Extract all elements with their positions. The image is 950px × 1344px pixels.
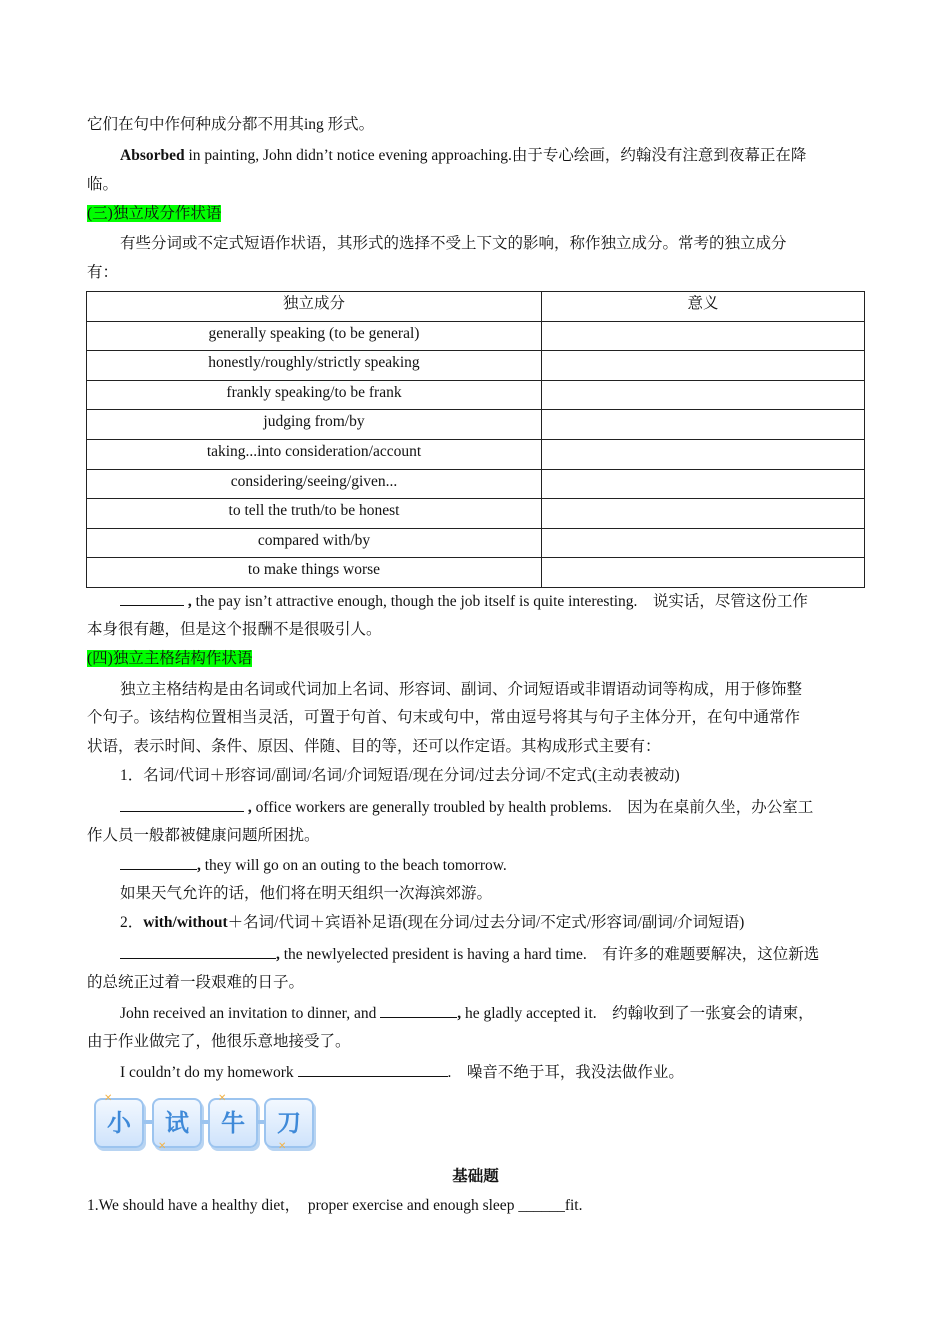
absorbed-text: in painting, John didn’t notice evening approaching.由于专心绘画，约翰没有注意到夜幕正在降 [184, 147, 807, 164]
star-icon: ✕ [158, 1141, 167, 1152]
pay-text: the pay isn’t attractive enough, though the job itself is quite interesting. 说实话，尽管这份工作 [191, 593, 808, 610]
section4-p3: 状语，表示时间、条件、原因、伴随、目的等，还可以作定语。其构成形式主要有： [87, 738, 661, 755]
table-header-row [87, 292, 865, 322]
table-cell: considering/seeing/given... [87, 469, 542, 499]
form2 [120, 913, 864, 933]
badge-char: 试 [152, 1098, 202, 1148]
form2-bold: with/without [143, 914, 228, 931]
john-example-cont: 由于作业做完了，他很乐意地接受了。 [87, 1033, 351, 1050]
form1: 1．名词/代词＋形容词/副词/名词/介词短语/现在分词/过去分词/不定式(主动表被动) [120, 767, 680, 784]
office-example-cont: 作人员一般都被健康问题所困扰。 [87, 827, 320, 844]
table-cell-meaning [542, 469, 865, 499]
section3-heading-line [87, 204, 864, 224]
basic-questions-title: 基础题 [452, 1168, 499, 1185]
section3-desc2: 有： [87, 264, 119, 281]
john-text: he gladly accepted it. 约翰收到了一张宴会的请柬， [461, 1005, 814, 1022]
star-icon: ✕ [278, 1141, 287, 1152]
star-icon: ✕ [218, 1093, 227, 1104]
absorbed-example [120, 146, 864, 166]
table-row [87, 380, 865, 410]
answer-blank[interactable] [298, 1062, 448, 1077]
section4-p2: 个句子。该结构位置相当灵活，可置于句首、句末或句中，常由逗号将其与句子主体分开，在句中通常作 [87, 709, 801, 726]
table-header-element: 独立成分 [87, 292, 542, 322]
weather-example-cont: 如果天气允许的话，他们将在明天组织一次海滨郊游。 [120, 885, 493, 902]
president-example-cont: 的总统正过着一段艰难的日子。 [87, 974, 305, 991]
table-cell: generally speaking (to be general) [87, 321, 542, 351]
table-cell: honestly/roughly/strictly speaking [87, 351, 542, 381]
answer-blank[interactable] [120, 797, 244, 812]
table-cell: frankly speaking/to be frank [87, 380, 542, 410]
comma: , [184, 593, 192, 610]
table-row [87, 410, 865, 440]
comma: , [197, 857, 201, 874]
table-cell-meaning [542, 528, 865, 558]
table-row [87, 351, 865, 381]
table-cell: compared with/by [87, 528, 542, 558]
section4-p1: 独立主格结构是由名词或代词加上名词、形容词、副词、介词短语或非谓语动词等构成，用于修饰整 [120, 681, 803, 698]
absorbed-bold: Absorbed [120, 147, 185, 164]
star-icon: ✕ [104, 1093, 113, 1104]
form2-text: ＋名词/代词＋宾语补足语(现在分词/过去分词/不定式/形容词/副词/介词短语) [227, 914, 745, 931]
intro-line: 它们在句中作何种成分都不用其ing 形式。 [87, 116, 375, 133]
answer-blank[interactable] [120, 855, 197, 870]
table-cell-meaning [542, 321, 865, 351]
badge-char: 刀 [264, 1098, 314, 1148]
badge-char: 牛 [208, 1098, 258, 1148]
john-example [120, 1003, 864, 1024]
form2-num: 2． [120, 914, 144, 931]
section4-heading: (四)独立主格结构作状语 [87, 650, 253, 667]
table-cell-meaning [542, 439, 865, 469]
table-cell-meaning [542, 351, 865, 381]
noise-pre: I couldn’t do my homework [120, 1064, 298, 1081]
answer-blank[interactable] [380, 1003, 457, 1018]
table-cell-meaning [542, 380, 865, 410]
section3-desc1: 有些分词或不定式短语作状语，其形式的选择不受上下文的影响，称作独立成分。常考的独立成分 [120, 235, 787, 252]
table-cell: to tell the truth/to be honest [87, 499, 542, 529]
answer-blank[interactable] [120, 944, 276, 959]
badge-char: 小 [94, 1098, 144, 1148]
absorbed-example-cont: 临。 [87, 176, 119, 193]
independent-elements-table [86, 291, 865, 588]
table-cell-meaning [542, 410, 865, 440]
table-row [87, 528, 865, 558]
noise-example [120, 1062, 864, 1083]
question-1: 1.We should have a healthy diet， proper exercise and enough sleep ______fit. [87, 1197, 583, 1214]
table-row [87, 499, 865, 529]
weather-text: they will go on an outing to the beach tomorrow. [200, 857, 507, 874]
weather-example [120, 855, 864, 876]
section4-heading-line [87, 649, 864, 669]
table-row [87, 558, 865, 588]
president-text: the newlyelected president is having a hard time. 有许多的难题要解决，这位新选 [279, 946, 820, 963]
john-pre: John received an invitation to dinner, and [120, 1005, 381, 1022]
president-example [120, 944, 864, 965]
practice-badge [94, 1093, 324, 1152]
comma: , [276, 946, 280, 963]
table-cell: taking...into consideration/account [87, 439, 542, 469]
table-cell: judging from/by [87, 410, 542, 440]
table-row [87, 439, 865, 469]
table-cell-meaning [542, 558, 865, 588]
table-cell-meaning [542, 499, 865, 529]
office-text: office workers are generally troubled by health problems. 因为在桌前久坐，办公室工 [251, 799, 814, 816]
comma: , [457, 1005, 462, 1022]
noise-text: . 噪音不绝于耳，我没法做作业。 [447, 1064, 684, 1081]
table-cell: to make things worse [87, 558, 542, 588]
pay-example [120, 591, 864, 612]
answer-blank[interactable] [120, 591, 184, 606]
pay-example-cont: 本身很有趣，但是这个报酬不是很吸引人。 [87, 621, 382, 638]
table-header-meaning: 意义 [542, 292, 865, 322]
section3-heading: (三)独立成分作状语 [87, 205, 222, 222]
table-row [87, 321, 865, 351]
office-example [120, 797, 864, 818]
comma: , [244, 799, 252, 816]
table-row [87, 469, 865, 499]
